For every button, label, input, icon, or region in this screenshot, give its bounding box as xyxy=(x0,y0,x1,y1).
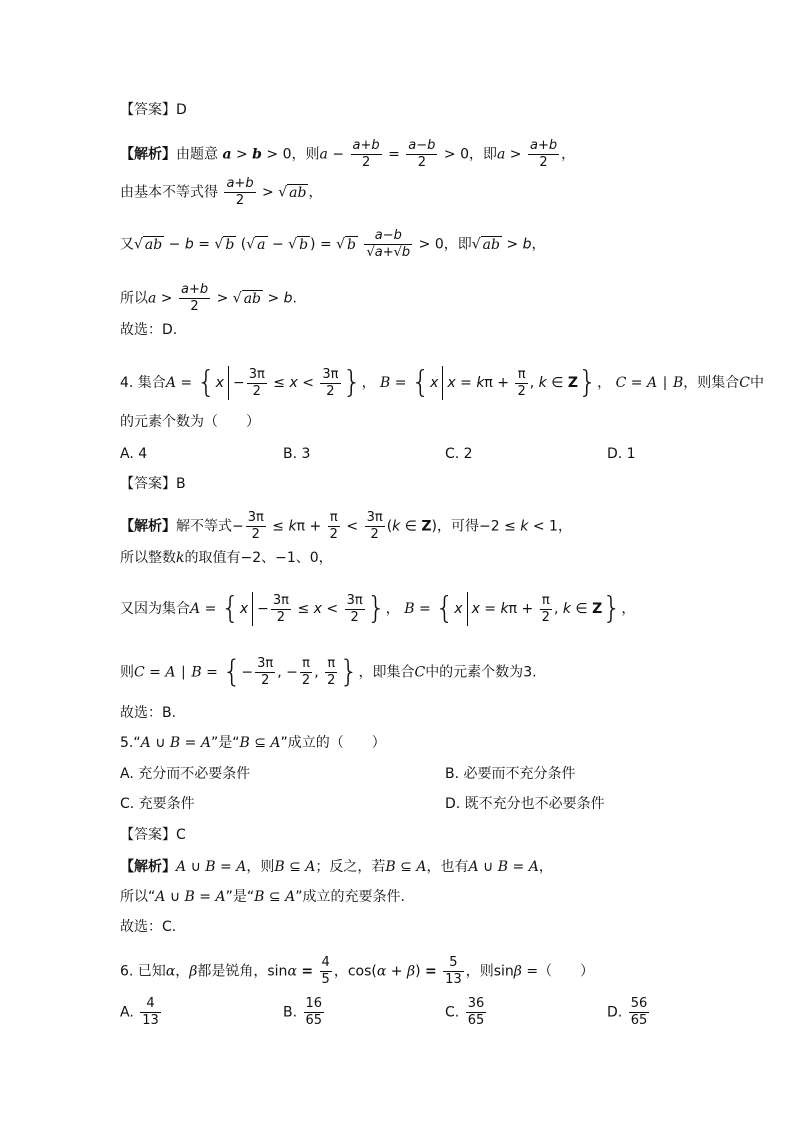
q3-choose: 故选：D. xyxy=(120,322,178,338)
q3-analysis-line4: 所以a > $\frac{a+b}{2}$ > √ ab > b. xyxy=(120,282,297,314)
q3-answer-line xyxy=(120,100,187,120)
q6-option-a[interactable]: A. $\frac{4}{13}$ xyxy=(120,996,159,1028)
q4-analysis-line3: 又因为集合A = {x − $\frac{3\pi}{2}$ ≤ x < $\frac{3\pi}{2}$ }， B = {x x = kπ + $\frac{\pi}{2}$ , k ∈ Z}， xyxy=(120,591,636,626)
q5-option-a[interactable]: A. 充分而不必要条件 xyxy=(120,766,251,782)
q5-analysis-line2: 所以“A ∪ B = A”是“B ⊆ A”成立的充要条件. xyxy=(120,889,405,905)
q4-option-b[interactable]: B. 3 xyxy=(283,446,311,462)
q3-analysis-line3: 又√ ab − b = √ b (√ a − √ b ) = √ b $\frac{a-b}{√a+√b}$ > 0，即√ ab > b， xyxy=(120,228,546,260)
analysis-label: 【解析】 xyxy=(120,146,176,163)
q5-stem: 5.“A ∪ B = A”是“B ⊆ A”成立的（ ） xyxy=(120,735,386,751)
q4-stem-line1: 4. 集合A = {x − $\frac{3\pi}{2}$ ≤ x < $\frac{3\pi}{2}$ }， B = {x x = kπ + $\frac{\pi}{2}$ , k ∈ Z}， C = A ∣ B，则集合C中 xyxy=(120,365,764,400)
q5-choose: 故选：C. xyxy=(120,919,177,935)
q5-analysis-line1: 【解析】A ∪ B = A，则B ⊆ A；反之，若B ⊆ A，也有A ∪ B = A， xyxy=(120,859,553,875)
q4-option-a[interactable]: A. 4 xyxy=(120,446,148,462)
q5-option-c[interactable]: C. 充要条件 xyxy=(120,796,195,812)
q5-option-d[interactable]: D. 既不充分也不必要条件 xyxy=(445,796,605,812)
q4-answer-line: 【答案】B xyxy=(120,476,186,492)
q4-choose: 故选：B. xyxy=(120,705,177,721)
q6-option-b[interactable]: B. $\frac{16}{65}$ xyxy=(283,996,323,1028)
q6-option-d[interactable]: D. $\frac{56}{65}$ xyxy=(607,996,648,1028)
q6-option-c[interactable]: C. $\frac{36}{65}$ xyxy=(445,996,485,1028)
q5-option-b[interactable]: B. 必要而不充分条件 xyxy=(445,766,576,782)
q4-analysis-line4: 则C = A ∣ B = {− $\frac{3\pi}{2}$ , − $\frac{\pi}{2}$ , $\frac{\pi}{2}$ }，即集合C中的元素个数为3. xyxy=(120,654,537,690)
q6-stem: 6. 已知α，β都是锐角，sinα = $\frac{4}{5}$ ，cos(α + β) = $\frac{5}{13}$ ，则sinβ =（ ） xyxy=(120,955,595,987)
q4-stem-line2: 的元素个数为（ ） xyxy=(120,414,260,430)
q4-analysis-line1: 【解析】解不等式− $\frac{3\pi}{2}$ ≤ kπ + $\frac{\pi}{2}$ < $\frac{3\pi}{2}$ (k ∈ Z)，可得−2 ≤ k < 1， xyxy=(120,510,572,542)
q4-analysis-line2: 所以整数k的取值有−2、−1、0， xyxy=(120,550,333,566)
q4-option-d[interactable]: D. 1 xyxy=(607,446,636,462)
answer-value: D xyxy=(176,102,187,118)
q3-analysis-line1: 【解析】由题意 a > b > 0，则a − $\frac{a+b}{2}$ = $\frac{a-b}{2}$ > 0，即a > $\frac{a+b}{2}$ ， xyxy=(120,138,576,170)
q5-answer-line: 【答案】C xyxy=(120,827,186,843)
answer-label: 【答案】 xyxy=(120,102,176,118)
q4-option-c[interactable]: C. 2 xyxy=(445,446,473,462)
q3-analysis-line2: 由基本不等式得 $\frac{a+b}{2}$ > √ ab ， xyxy=(120,176,323,208)
